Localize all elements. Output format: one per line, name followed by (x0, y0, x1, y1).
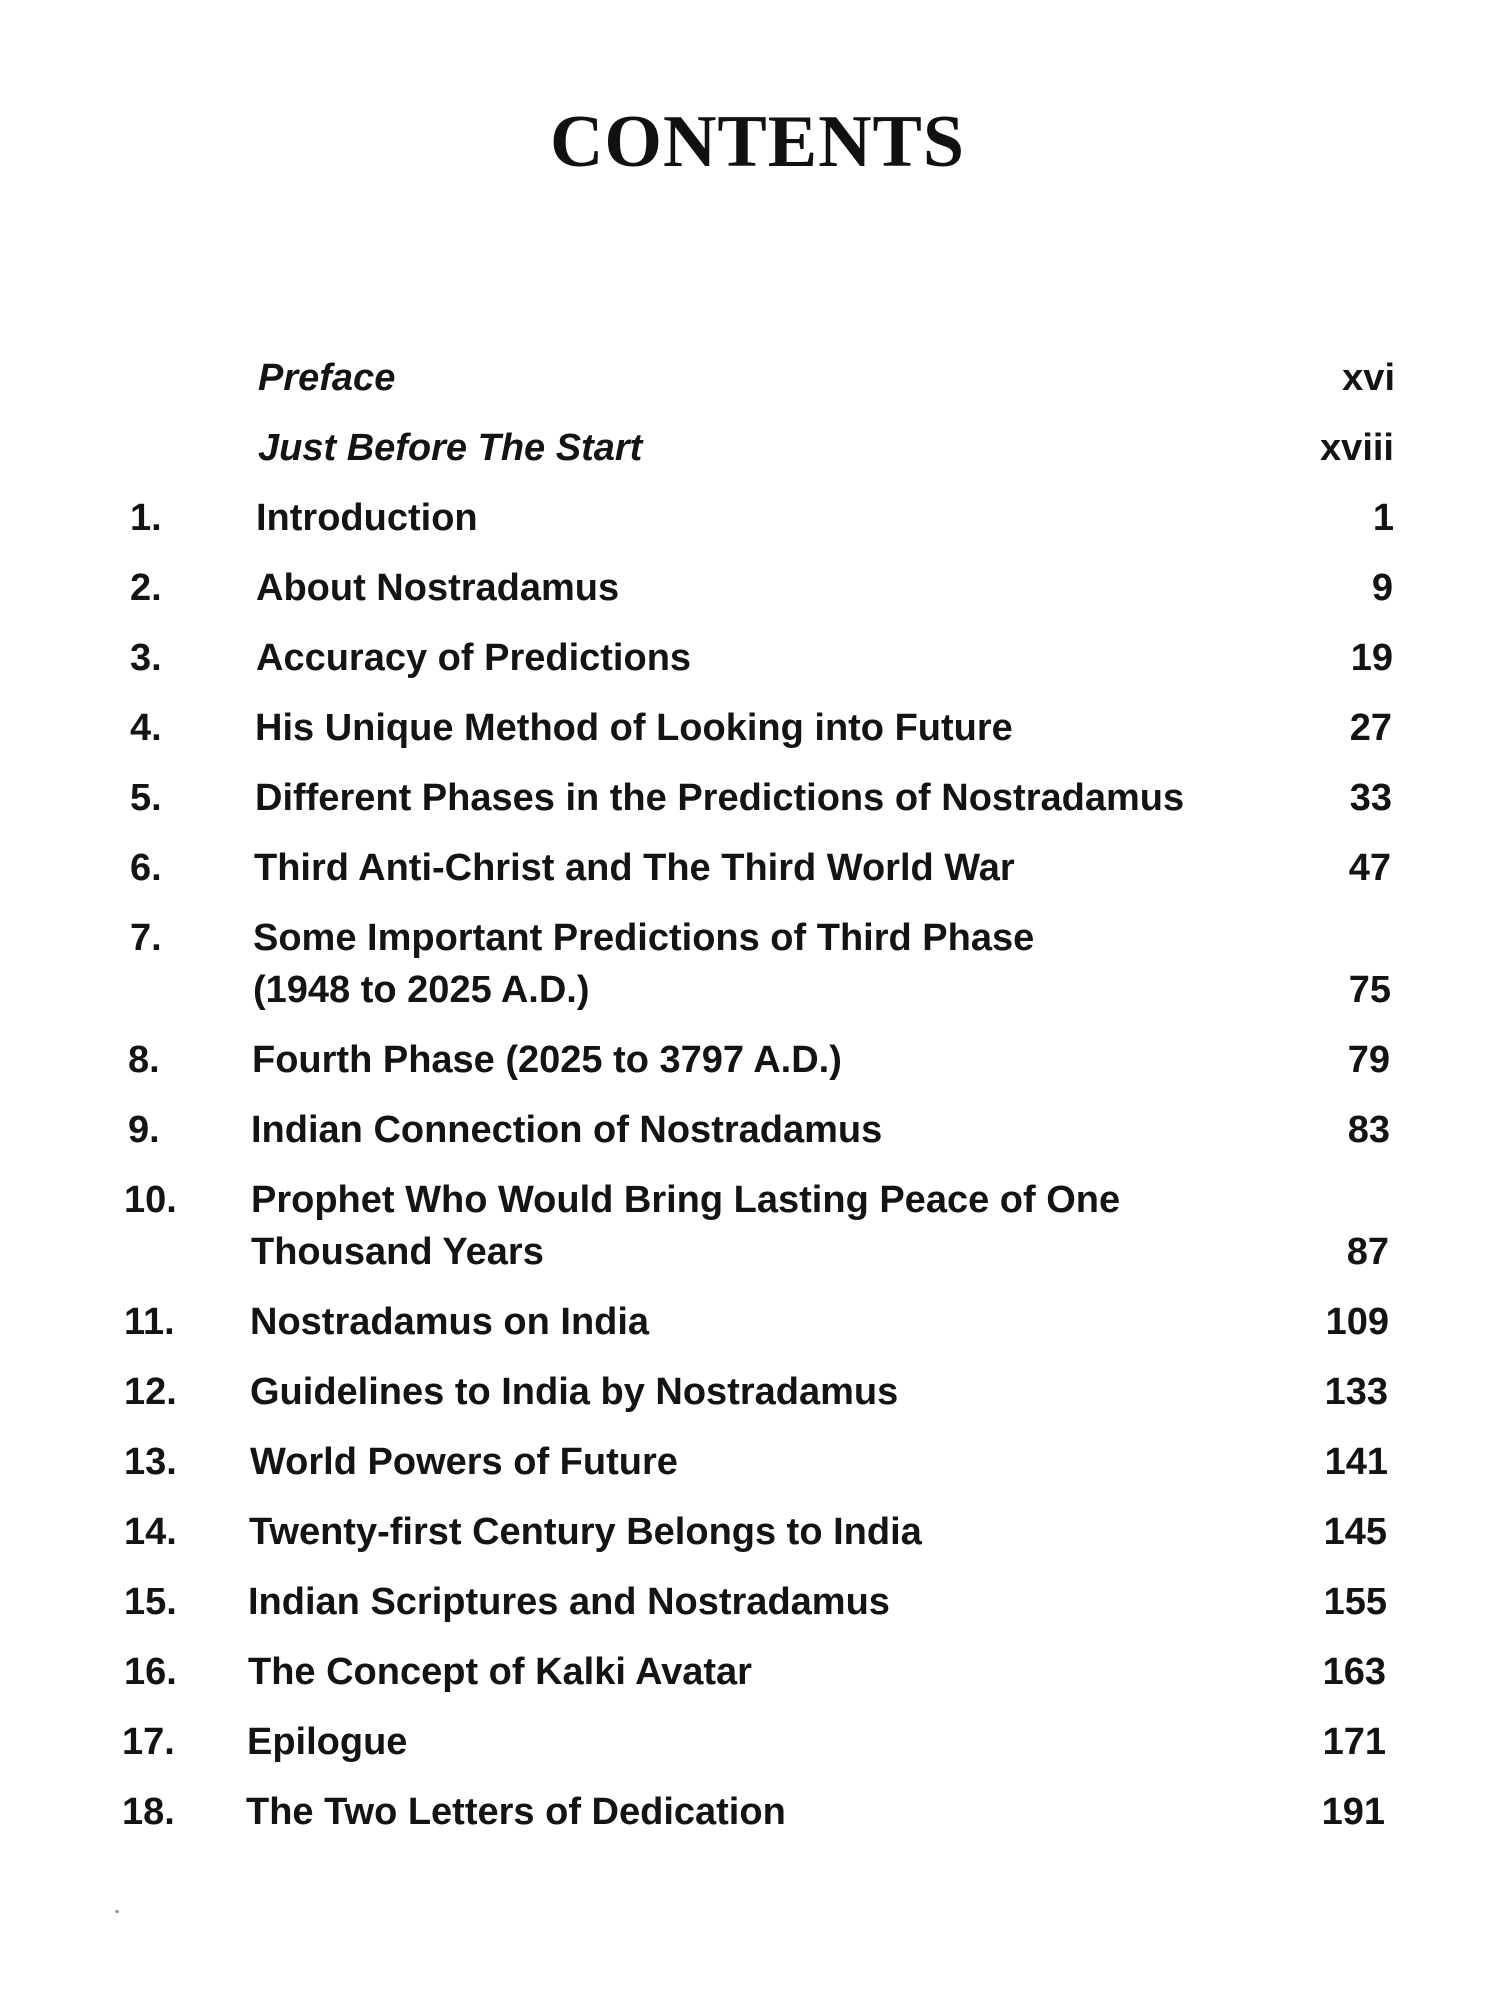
entry-title: Guidelines to India by Nostradamus (250, 1371, 899, 1413)
entry-page-number: 27 (1349, 707, 1392, 749)
entry-number: 5. (130, 777, 162, 819)
entry-title: Introduction (256, 497, 478, 539)
entry-title-line-2: Thousand Years (251, 1231, 544, 1273)
entry-page-number: 9 (1371, 567, 1393, 609)
entry-number: 13. (124, 1441, 177, 1483)
entry-number: 1. (130, 497, 162, 539)
entry-title-line-1: Some Important Predictions of Third Phase (253, 917, 1035, 959)
entry-title: Indian Connection of Nostradamus (251, 1109, 883, 1151)
entry-title: Third Anti-Christ and The Third World War (254, 847, 1015, 889)
entry-page-number: 19 (1350, 637, 1393, 679)
scan-speck (115, 1910, 119, 1913)
entry-page-number: 87 (1346, 1231, 1389, 1273)
entry-title: The Concept of Kalki Avatar (248, 1651, 752, 1693)
entry-page-number: 75 (1348, 969, 1391, 1011)
entry-page-number: 47 (1348, 847, 1391, 889)
entry-title: Nostradamus on India (250, 1301, 650, 1343)
entry-number: 2. (130, 567, 162, 609)
entry-number: 10. (124, 1179, 177, 1221)
entry-number: 3. (130, 637, 162, 679)
entry-number: 8. (128, 1039, 160, 1081)
entry-page-number: 155 (1323, 1581, 1387, 1623)
entry-page-number: xvi (1342, 357, 1395, 399)
entry-number: 4. (130, 707, 162, 749)
entry-title: The Two Letters of Dedication (246, 1791, 786, 1833)
entry-page-number: 109 (1325, 1301, 1389, 1343)
toc-entry-18 (0, 1786, 1500, 1890)
entry-page-number: 1 (1372, 497, 1394, 539)
entry-page-number: 191 (1321, 1791, 1385, 1833)
entry-number: 16. (124, 1651, 177, 1693)
entry-title: Epilogue (247, 1721, 408, 1763)
entry-number: 7. (130, 917, 162, 959)
entry-title: Different Phases in the Predictions of Nostradamus (255, 777, 1185, 819)
entry-number: 17. (122, 1721, 175, 1763)
entry-page-number: 83 (1347, 1109, 1390, 1151)
entry-page-number: 133 (1324, 1371, 1388, 1413)
entry-title: World Powers of Future (250, 1441, 678, 1483)
entry-page-number: 79 (1347, 1039, 1390, 1081)
entry-title: Indian Scriptures and Nostradamus (248, 1581, 890, 1623)
entry-title (251, 1174, 1120, 1278)
entry-title: Fourth Phase (2025 to 3797 A.D.) (252, 1039, 842, 1081)
entry-page-number: xviii (1320, 427, 1394, 469)
toc-entry-10 (0, 1174, 1500, 1278)
entry-title: Accuracy of Predictions (256, 637, 692, 679)
entry-title (253, 912, 1034, 1016)
entry-page-number: 141 (1324, 1441, 1388, 1483)
entry-number: 15. (124, 1581, 177, 1623)
entry-page-number: 171 (1322, 1721, 1386, 1763)
entry-title: Preface (258, 357, 396, 399)
entry-number: 11. (124, 1301, 175, 1343)
entry-title: About Nostradamus (256, 567, 620, 609)
entry-number: 14. (124, 1511, 177, 1553)
entry-title-line-1: Prophet Who Would Bring Lasting Peace of One (251, 1179, 1121, 1221)
entry-number: 9. (128, 1109, 160, 1151)
entry-title: His Unique Method of Looking into Future (255, 707, 1013, 749)
entry-page-number: 33 (1349, 777, 1392, 819)
entry-page-number: 163 (1322, 1651, 1386, 1693)
toc-entry-7 (0, 912, 1500, 1016)
entry-title: Twenty-first Century Belongs to India (249, 1511, 922, 1553)
entry-number: 18. (122, 1791, 175, 1833)
entry-title-line-2: (1948 to 2025 A.D.) (253, 969, 590, 1011)
entry-page-number: 145 (1323, 1511, 1387, 1553)
entry-number: 6. (130, 847, 162, 889)
page-title: CONTENTS (549, 101, 966, 183)
entry-number: 12. (124, 1371, 177, 1413)
entry-title: Just Before The Start (258, 427, 643, 469)
